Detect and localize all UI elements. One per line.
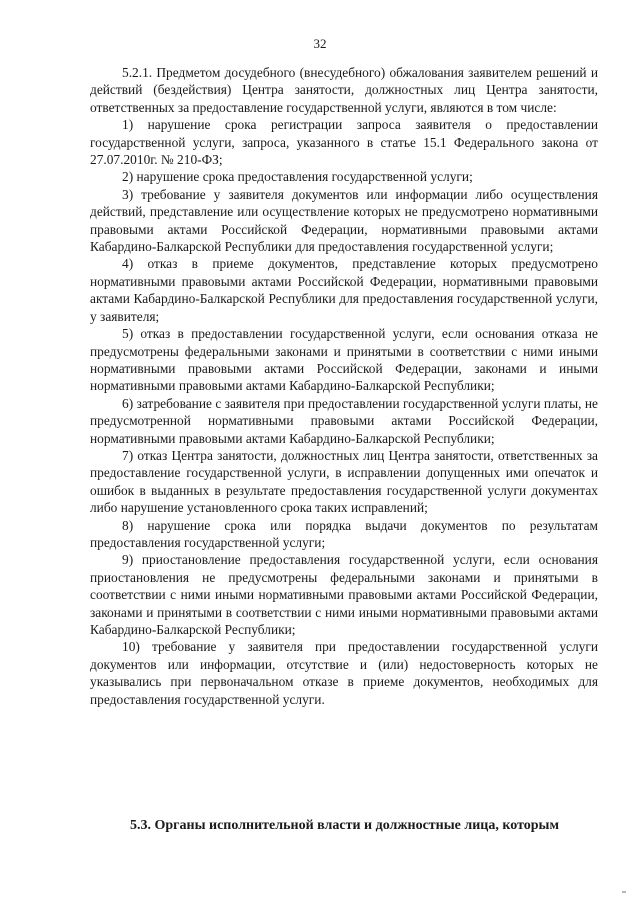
scan-speck [622, 891, 626, 893]
list-item-9: 9) приостановление предоставления государственной услуги, если основания приостановления не предусмотрены федеральными законами и принятыми в соответствии с ними иными нормативными правовыми актами Российской Федерации, законами и принятыми в соответствии с ними иными нормативными правовыми актами Кабардино-Балкарской Республики; [90, 552, 598, 637]
list-item-3: 3) требование у заявителя документов или информации либо осуществления действий, представление или осуществление которых не предусмотрено нормативными правовыми актами Российской Федерации, нормативными правовыми актами Кабардино-Балкарской Республики для предоставления государственной услуги; [90, 186, 598, 255]
page-number: 32 [313, 36, 327, 51]
intro-paragraph: 5.2.1. Предметом досудебного (внесудебного) обжалования заявителем решений и действий (бездействия) Центра занятости, должностных лиц Центра занятости, ответственных за предоставление государственной услуги, являются в том числе: [90, 65, 598, 115]
document-body [90, 64, 598, 708]
list-item-2: 2) нарушение срока предоставления государственной услуги; [122, 169, 473, 185]
list-item-8: 8) нарушение срока или порядка выдачи документов по результатам предоставления государственной услуги; [90, 517, 598, 550]
list-item-10: 10) требование у заявителя при предоставлении государственной услуги документов или информации, отсутствие и (или) недостоверность которых не указывались при первоначальном отказе в приеме документов, необходимых для предоставления государственной услуги. [90, 639, 598, 707]
list-item-6: 6) затребование с заявителя при предоставлении государственной услуги платы, не предусмотренной нормативными правовыми актами Российской Федерации, нормативными правовыми актами Кабардино-Балкарской Республики; [90, 395, 598, 446]
list-item-1: 1) нарушение срока регистрации запроса заявителя о предоставлении государственной услуги, запроса, указанного в статье 15.1 Федерального закона от 27.07.2010г. № 210-ФЗ; [90, 117, 598, 168]
list-item-4: 4) отказ в приеме документов, представление которых предусмотрено нормативными правовыми актами Российской Федерации, нормативными правовыми актами Кабардино-Балкарской Республики для предоставления государственной услуги, у заявителя; [90, 256, 598, 324]
list-item-7: 7) отказ Центра занятости, должностных лиц Центра занятости, ответственных за предоставление государственной услуги, в исправлении допущенных ими опечаток и ошибок в выданных в результате предоставления государственной услуги документах либо нарушение установленного срока таких исправлений; [90, 447, 598, 516]
list-item-5: 5) отказ в предоставлении государственной услуги, если основания отказа не предусмотрены федеральными законами и принятыми в соответствии с ними иными нормативными правовыми актами Российской Федерации, законами и иными нормативными правовыми актами Кабардино-Балкарской Республики; [90, 326, 598, 394]
section-heading: 5.3. Органы исполнительной власти и должностные лица, которым [130, 818, 560, 833]
